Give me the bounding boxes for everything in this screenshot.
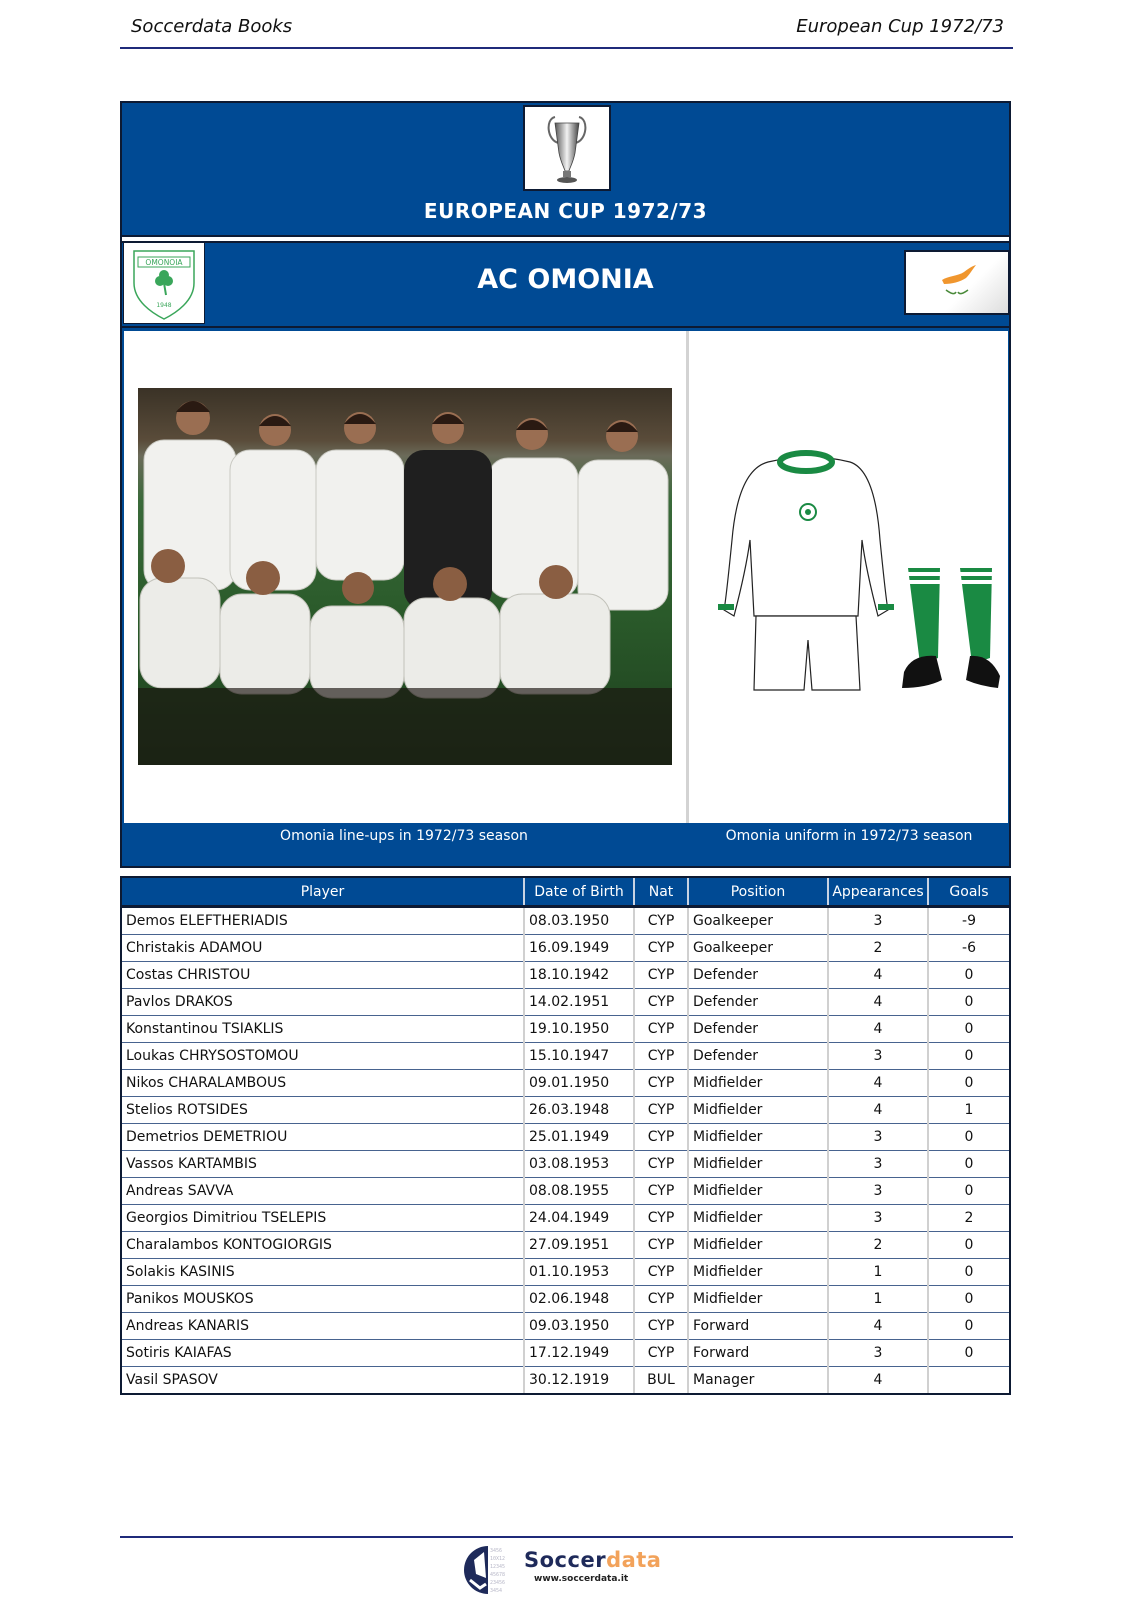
cell-appearances: 4 bbox=[828, 1367, 928, 1394]
cell-player: Andreas SAVVA bbox=[122, 1178, 524, 1205]
table-row bbox=[122, 1340, 1009, 1367]
cell-position: Midfielder bbox=[688, 1178, 828, 1205]
competition-title: EUROPEAN CUP 1972/73 bbox=[423, 199, 708, 223]
crest-year-text: 1948 bbox=[156, 302, 172, 309]
cell-nat: CYP bbox=[634, 1178, 688, 1205]
svg-text:3456: 3456 bbox=[490, 1548, 503, 1554]
col-header-position: Position bbox=[688, 878, 828, 907]
cell-player: Andreas KANARIS bbox=[122, 1313, 524, 1340]
cell-appearances: 4 bbox=[828, 1016, 928, 1043]
cell-position: Forward bbox=[688, 1313, 828, 1340]
cell-dob: 18.10.1942 bbox=[524, 962, 634, 989]
table-header-row bbox=[122, 878, 1009, 907]
cell-nat: CYP bbox=[634, 1205, 688, 1232]
cell-goals: 0 bbox=[928, 1043, 1009, 1070]
table-row bbox=[122, 1070, 1009, 1097]
table-row bbox=[122, 1205, 1009, 1232]
cell-appearances: 3 bbox=[828, 1043, 928, 1070]
cyprus-flag-icon bbox=[906, 252, 1008, 313]
cell-goals: 0 bbox=[928, 1286, 1009, 1313]
cell-goals: -6 bbox=[928, 935, 1009, 962]
footer-divider bbox=[120, 1536, 1013, 1538]
cell-appearances: 4 bbox=[828, 962, 928, 989]
cell-goals: 0 bbox=[928, 1151, 1009, 1178]
cell-position: Midfielder bbox=[688, 1259, 828, 1286]
cell-player: Panikos MOUSKOS bbox=[122, 1286, 524, 1313]
cell-player: Georgios Dimitriou TSELEPIS bbox=[122, 1205, 524, 1232]
cell-position: Midfielder bbox=[688, 1097, 828, 1124]
cell-appearances: 3 bbox=[828, 1340, 928, 1367]
cell-nat: CYP bbox=[634, 989, 688, 1016]
col-header-player: Player bbox=[122, 878, 524, 907]
cell-dob: 26.03.1948 bbox=[524, 1097, 634, 1124]
cell-appearances: 4 bbox=[828, 1313, 928, 1340]
cell-goals: 0 bbox=[928, 962, 1009, 989]
logo-word-data: data bbox=[606, 1548, 662, 1572]
cell-position: Midfielder bbox=[688, 1124, 828, 1151]
cell-dob: 02.06.1948 bbox=[524, 1286, 634, 1313]
cell-position: Defender bbox=[688, 989, 828, 1016]
col-header-appearances: Appearances bbox=[828, 878, 928, 907]
photo-divider bbox=[686, 331, 689, 823]
cell-position: Forward bbox=[688, 1340, 828, 1367]
cell-nat: CYP bbox=[634, 1259, 688, 1286]
crest-name-text: OMONOIA bbox=[145, 258, 183, 267]
cell-goals: 0 bbox=[928, 1340, 1009, 1367]
team-title: AC OMONIA bbox=[477, 264, 654, 295]
col-header-dob: Date of Birth bbox=[524, 878, 634, 907]
table-row bbox=[122, 1043, 1009, 1070]
back-row-players bbox=[144, 401, 668, 610]
competition-label: European Cup 1972/73 bbox=[796, 16, 1004, 37]
cell-dob: 24.04.1949 bbox=[524, 1205, 634, 1232]
cell-nat: CYP bbox=[634, 962, 688, 989]
cell-player: Konstantinou TSIAKLIS bbox=[122, 1016, 524, 1043]
cell-nat: CYP bbox=[634, 1232, 688, 1259]
cell-nat: CYP bbox=[634, 1124, 688, 1151]
cell-position: Defender bbox=[688, 962, 828, 989]
cell-appearances: 4 bbox=[828, 1097, 928, 1124]
cell-goals bbox=[928, 1367, 1009, 1394]
cell-goals: 0 bbox=[928, 1124, 1009, 1151]
trophy-icon bbox=[525, 107, 609, 189]
cell-nat: CYP bbox=[634, 935, 688, 962]
cell-position: Goalkeeper bbox=[688, 935, 828, 962]
cell-appearances: 2 bbox=[828, 1232, 928, 1259]
cell-nat: CYP bbox=[634, 1313, 688, 1340]
cell-appearances: 1 bbox=[828, 1259, 928, 1286]
cell-dob: 25.01.1949 bbox=[524, 1124, 634, 1151]
table-row bbox=[122, 1151, 1009, 1178]
cell-player: Christakis ADAMOU bbox=[122, 935, 524, 962]
publisher-label: Soccerdata Books bbox=[131, 16, 293, 37]
cell-goals: 1 bbox=[928, 1097, 1009, 1124]
cell-player: Demos ELEFTHERIADIS bbox=[122, 907, 524, 935]
cell-dob: 01.10.1953 bbox=[524, 1259, 634, 1286]
table-row bbox=[122, 989, 1009, 1016]
country-flag bbox=[904, 250, 1010, 315]
cell-goals: -9 bbox=[928, 907, 1009, 935]
cell-player: Pavlos DRAKOS bbox=[122, 989, 524, 1016]
cell-dob: 09.01.1950 bbox=[524, 1070, 634, 1097]
cell-appearances: 3 bbox=[828, 1178, 928, 1205]
cell-goals: 0 bbox=[928, 1259, 1009, 1286]
header-divider bbox=[120, 47, 1013, 49]
uniform-icon bbox=[690, 440, 1010, 710]
cell-player: Demetrios DEMETRIOU bbox=[122, 1124, 524, 1151]
cell-goals: 0 bbox=[928, 1232, 1009, 1259]
lineup-caption: Omonia line-ups in 1972/73 season bbox=[280, 828, 528, 844]
cell-player: Costas CHRISTOU bbox=[122, 962, 524, 989]
cell-dob: 09.03.1950 bbox=[524, 1313, 634, 1340]
svg-text:45678: 45678 bbox=[490, 1572, 506, 1578]
cell-appearances: 4 bbox=[828, 989, 928, 1016]
svg-text:3454: 3454 bbox=[490, 1588, 503, 1594]
cell-nat: CYP bbox=[634, 1043, 688, 1070]
svg-text:10X12: 10X12 bbox=[490, 1556, 506, 1562]
logo-url: www.soccerdata.it bbox=[534, 1574, 629, 1584]
cell-player: Vasil SPASOV bbox=[122, 1367, 524, 1394]
cell-position: Midfielder bbox=[688, 1205, 828, 1232]
cell-position: Manager bbox=[688, 1367, 828, 1394]
cell-appearances: 1 bbox=[828, 1286, 928, 1313]
cell-nat: CYP bbox=[634, 1070, 688, 1097]
cell-player: Loukas CHRYSOSTOMOU bbox=[122, 1043, 524, 1070]
cell-player: Solakis KASINIS bbox=[122, 1259, 524, 1286]
cell-nat: CYP bbox=[634, 1097, 688, 1124]
svg-text:23456: 23456 bbox=[490, 1580, 506, 1586]
table-row bbox=[122, 1178, 1009, 1205]
cell-dob: 17.12.1949 bbox=[524, 1340, 634, 1367]
cell-nat: CYP bbox=[634, 1151, 688, 1178]
col-header-nat: Nat bbox=[634, 878, 688, 907]
cell-player: Vassos KARTAMBIS bbox=[122, 1151, 524, 1178]
cell-dob: 03.08.1953 bbox=[524, 1151, 634, 1178]
cell-appearances: 3 bbox=[828, 907, 928, 935]
cell-player: Nikos CHARALAMBOUS bbox=[122, 1070, 524, 1097]
cell-dob: 30.12.1919 bbox=[524, 1367, 634, 1394]
cell-appearances: 3 bbox=[828, 1151, 928, 1178]
cell-position: Midfielder bbox=[688, 1286, 828, 1313]
squad-table bbox=[120, 876, 1011, 1395]
logo-wordmark bbox=[524, 1548, 661, 1572]
table-row bbox=[122, 1259, 1009, 1286]
cell-dob: 27.09.1951 bbox=[524, 1232, 634, 1259]
cell-goals: 0 bbox=[928, 1070, 1009, 1097]
cell-appearances: 4 bbox=[828, 1070, 928, 1097]
trophy-image bbox=[523, 105, 611, 191]
team-lineup-photo bbox=[138, 388, 672, 765]
cell-dob: 08.03.1950 bbox=[524, 907, 634, 935]
table-row bbox=[122, 907, 1009, 935]
table-row bbox=[122, 1286, 1009, 1313]
cell-player: Sotiris KAIAFAS bbox=[122, 1340, 524, 1367]
col-header-goals: Goals bbox=[928, 878, 1009, 907]
cell-nat: CYP bbox=[634, 1016, 688, 1043]
logo-word-soccer: Soccer bbox=[524, 1548, 607, 1572]
svg-text:12345: 12345 bbox=[490, 1564, 506, 1570]
cell-position: Defender bbox=[688, 1043, 828, 1070]
cell-player: Stelios ROTSIDES bbox=[122, 1097, 524, 1124]
cell-appearances: 3 bbox=[828, 1205, 928, 1232]
cell-appearances: 3 bbox=[828, 1124, 928, 1151]
cell-goals: 0 bbox=[928, 1313, 1009, 1340]
cell-dob: 16.09.1949 bbox=[524, 935, 634, 962]
cell-goals: 0 bbox=[928, 1178, 1009, 1205]
team-uniform-illustration bbox=[690, 440, 1010, 710]
table-row bbox=[122, 1016, 1009, 1043]
cell-nat: CYP bbox=[634, 1340, 688, 1367]
cell-nat: CYP bbox=[634, 907, 688, 935]
cell-goals: 2 bbox=[928, 1205, 1009, 1232]
cell-position: Midfielder bbox=[688, 1151, 828, 1178]
table-row bbox=[122, 962, 1009, 989]
cell-player: Charalambos KONTOGIORGIS bbox=[122, 1232, 524, 1259]
team-photo-icon bbox=[138, 388, 672, 765]
banner-separator-lower bbox=[122, 326, 1009, 328]
cell-goals: 0 bbox=[928, 989, 1009, 1016]
banner-separator bbox=[122, 235, 1009, 243]
table-row bbox=[122, 935, 1009, 962]
football-icon bbox=[460, 1544, 508, 1596]
table-row bbox=[122, 1124, 1009, 1151]
cell-nat: CYP bbox=[634, 1286, 688, 1313]
table-row bbox=[122, 1313, 1009, 1340]
cell-position: Midfielder bbox=[688, 1070, 828, 1097]
uniform-caption: Omonia uniform in 1972/73 season bbox=[725, 828, 973, 844]
soccerdata-logo bbox=[460, 1544, 662, 1596]
table-row bbox=[122, 1232, 1009, 1259]
table-row bbox=[122, 1097, 1009, 1124]
cell-appearances: 2 bbox=[828, 935, 928, 962]
cell-nat: BUL bbox=[634, 1367, 688, 1394]
cell-dob: 19.10.1950 bbox=[524, 1016, 634, 1043]
cell-dob: 15.10.1947 bbox=[524, 1043, 634, 1070]
cell-position: Goalkeeper bbox=[688, 907, 828, 935]
cell-dob: 08.08.1955 bbox=[524, 1178, 634, 1205]
cell-position: Defender bbox=[688, 1016, 828, 1043]
table-row bbox=[122, 1367, 1009, 1394]
cell-position: Midfielder bbox=[688, 1232, 828, 1259]
cell-dob: 14.02.1951 bbox=[524, 989, 634, 1016]
cell-goals: 0 bbox=[928, 1016, 1009, 1043]
